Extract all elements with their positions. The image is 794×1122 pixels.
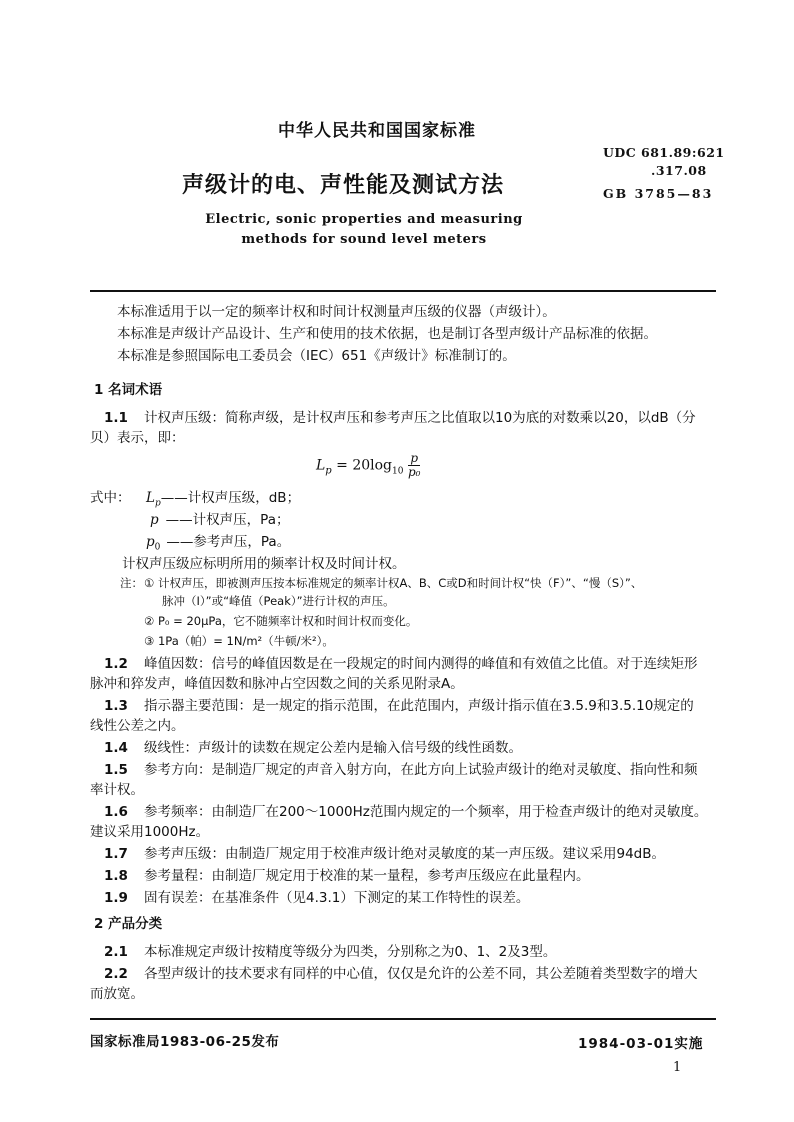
symbol-sub: 0 [154, 542, 161, 553]
section-1-heading: 1 名词术语 [94, 382, 163, 398]
clause-text: 峰值因数：信号的峰值因数是在一段规定的时间内测得的峰值和有效值之比值。对于连续矩形 [144, 656, 698, 672]
clause-text: 参考声压级：由制造厂规定用于校准声级计绝对灵敏度的某一声压级。建议采用94dB。 [144, 846, 666, 862]
gb-code: GB 3785—83 [603, 186, 714, 201]
formula-lhs: L [316, 457, 326, 474]
clause-1-3 [104, 696, 694, 716]
symbol: p [150, 512, 159, 528]
note-1: ① 计权声压，即被测声压按本标准规定的频率计权A、B、C或D和时间计权“快（F）”、“慢（S）”、 [144, 576, 643, 590]
symbol-sub: p [154, 498, 161, 509]
header-divider [90, 290, 716, 292]
clause-number: 2.1 [104, 944, 128, 960]
clause-1-7 [104, 844, 665, 864]
clause-text: 本标准规定声级计按精度等级分为四类，分别称之为0、1、2及3型。 [144, 944, 557, 960]
symbol-desc: ——计权声压级，dB； [160, 490, 301, 506]
note-1-cont: 脉冲（I）”或“峰值（Peak）”进行计权的声压。 [162, 594, 395, 608]
formula-numerator: p [408, 452, 421, 466]
formula-eq: = 20log [331, 457, 393, 474]
clause-1-5-cont: 率计权。 [90, 782, 144, 798]
symbol-desc: ——参考声压，Pa。 [166, 534, 291, 550]
where-item-p [150, 510, 289, 530]
where-after: 计权声压级应标明所用的频率计权及时间计权。 [122, 556, 406, 572]
section-2-heading: 2 产品分类 [94, 916, 163, 932]
clause-1-1-cont: 贝）表示，即： [90, 430, 185, 446]
intro-para-2: 本标准是声级计产品设计、生产和使用的技术依据，也是制订各型声级计产品标准的依据。 [117, 326, 657, 342]
clause-1-8 [104, 866, 590, 886]
footer-divider [90, 1018, 716, 1020]
clause-2-1 [104, 942, 556, 962]
clause-1-2 [104, 654, 698, 674]
clause-number: 1.1 [104, 410, 128, 426]
formula-lhs-sub: p [325, 465, 332, 477]
udc-code-continued: .317.08 [651, 163, 707, 178]
clause-1-2-cont: 脉冲和猝发声，峰值因数和脉冲占空因数之间的关系见附录A。 [90, 676, 464, 692]
clause-text: 参考方向：是制造厂规定的声音入射方向，在此方向上试验声级计的绝对灵敏度、指向性和频 [144, 762, 698, 778]
clause-2-2-cont: 而放宽。 [90, 986, 144, 1002]
clause-1-1 [104, 408, 696, 428]
national-standard-heading: 中华人民共和国国家标准 [278, 121, 476, 141]
where-label: 式中： [90, 490, 131, 506]
note-3: ③ 1Pa（帕）= 1N/m²（牛顿/米²）。 [144, 634, 334, 648]
clause-1-4 [104, 738, 522, 758]
symbol: p [146, 534, 155, 550]
clause-number: 1.3 [104, 698, 128, 714]
formula-spl [316, 452, 420, 479]
clause-1-5 [104, 760, 698, 780]
symbol-desc: ——计权声压，Pa； [165, 512, 290, 528]
english-title-line1: Electric, sonic properties and measuring [205, 212, 523, 227]
clause-number: 1.2 [104, 656, 128, 672]
intro-para-1: 本标准适用于以一定的频率计权和时间计权测量声压级的仪器（声级计）。 [117, 304, 556, 320]
udc-code: UDC 681.89:621 [603, 145, 725, 160]
symbol: L [146, 490, 155, 506]
clause-text: 参考量程：由制造厂规定用于校准的某一量程，参考声压级应在此量程内。 [144, 868, 590, 884]
intro-para-3: 本标准是参照国际电工委员会（IEC）651《声级计》标准制订的。 [117, 348, 516, 364]
clause-text: 计权声压级：简称声级，是计权声压和参考声压之比值取以10为底的对数乘以20，以dB（分 [144, 410, 696, 426]
clause-number: 1.7 [104, 846, 128, 862]
english-title-line2: methods for sound level meters [241, 232, 487, 247]
clause-text: 固有误差：在基准条件（见4.3.1）下测定的某工作特性的误差。 [144, 890, 530, 906]
clause-1-9 [104, 888, 529, 908]
document-title: 声级计的电、声性能及测试方法 [182, 173, 505, 198]
formula-log-base: 10 [392, 466, 404, 477]
notes-label: 注： [120, 576, 143, 590]
clause-number: 1.6 [104, 804, 128, 820]
clause-text: 各型声级计的技术要求有同样的中心值，仅仅是允许的公差不同，其公差随着类型数字的增大 [144, 966, 698, 982]
effective-date: 1984-03-01实施 [578, 1036, 704, 1052]
clause-1-3-cont: 线性公差之内。 [90, 718, 185, 734]
clause-text: 指示器主要范围：是一规定的指示范围，在此范围内，声级计指示值在3.5.9和3.5.10规定的 [144, 698, 694, 714]
clause-2-2 [104, 964, 698, 984]
page-number: 1 [673, 1060, 682, 1075]
formula-denominator: p₀ [407, 465, 421, 479]
clause-1-6 [104, 802, 707, 822]
clause-number: 1.9 [104, 890, 128, 906]
clause-number: 2.2 [104, 966, 128, 982]
clause-number: 1.4 [104, 740, 128, 756]
clause-number: 1.8 [104, 868, 128, 884]
clause-text: 级线性：声级计的读数在规定公差内是输入信号级的线性函数。 [144, 740, 522, 756]
clause-1-6-cont: 建议采用1000Hz。 [90, 824, 210, 840]
clause-number: 1.5 [104, 762, 128, 778]
note-2: ② P₀ = 20μPa，它不随频率计权和时间计权而变化。 [144, 614, 418, 628]
clause-text: 参考频率：由制造厂在200～1000Hz范围内规定的一个频率，用于检查声级计的绝对灵敏度。 [144, 804, 708, 820]
issued-date: 国家标准局1983-06-25发布 [90, 1034, 280, 1050]
formula-fraction [408, 452, 421, 479]
